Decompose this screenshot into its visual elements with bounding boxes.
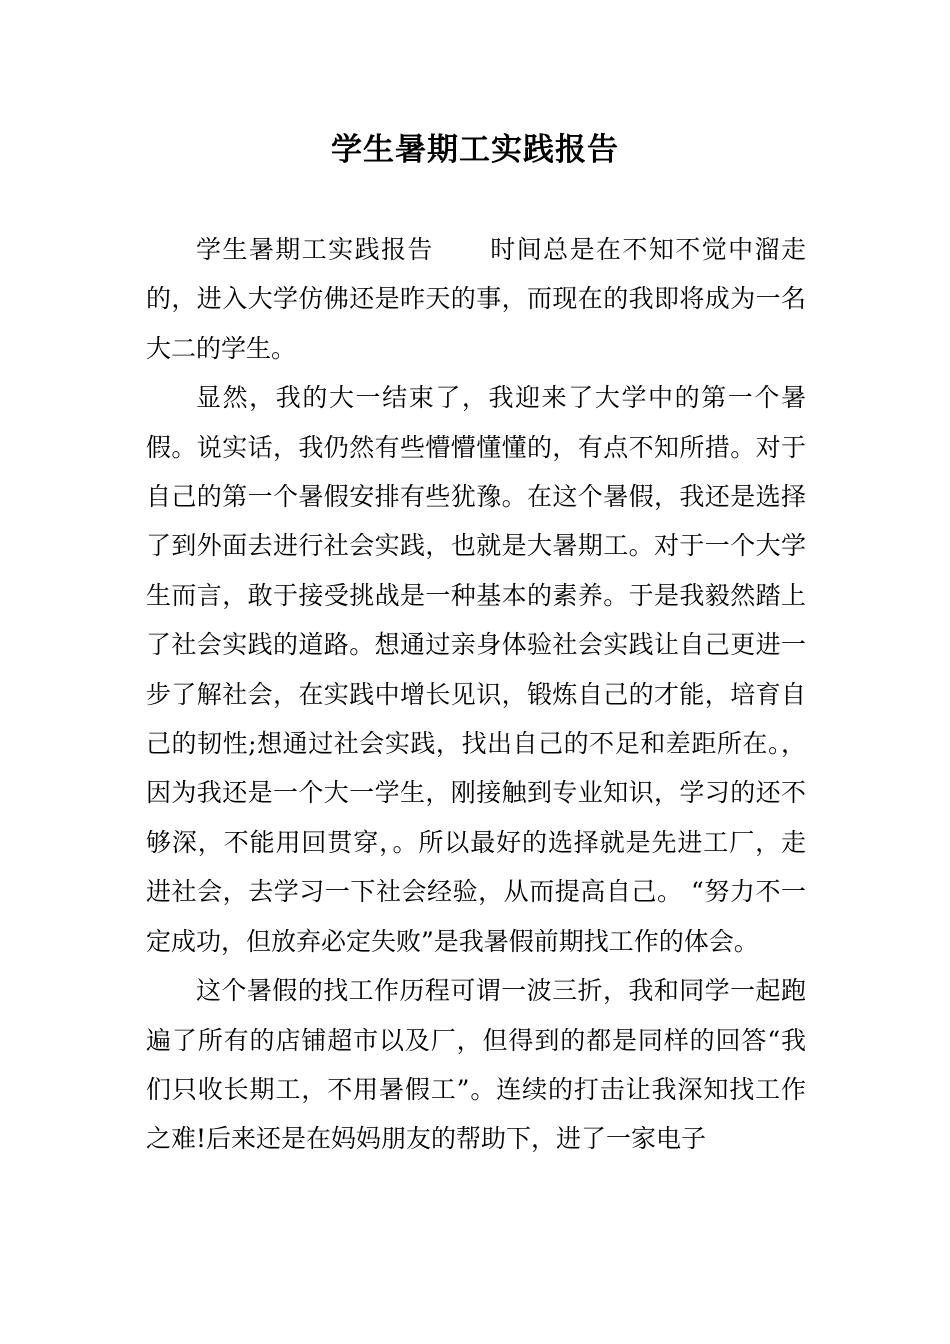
paragraph-2: 显然，我的大一结束了，我迎来了大学中的第一个暑假。说实话，我仍然有些懵懵懂懂的，有点不知所措。对于自己的第一个暑假安排有些犹豫。在这个暑假，我还是选择了到外面去进行社会实践，也就是大暑期工。对于一个大学生而言，敢于接受挑战是一种基本的素养。于是我毅然踏上了社会实践的道路。想通过亲身体验社会实践让自己更进一步了解社会，在实践中增长见识，锻炼自己的才能，培育自己的韧性;想通过社会实践，找出自己的不足和差距所在。，因为我还是一个大一学生，刚接触到专业知识，学习的还不够深，不能用回贯穿，。所以最好的选择就是先进工厂，走进社会，去学习一下社会经验，从而提高自己。 “努力不一定成功，但放弃必定失败”是我暑假前期找工作的体会。: [146, 383, 806, 956]
paragraph-1: [146, 225, 806, 373]
paragraph-text: 时间总是在不知不觉中溜走的，进入大学仿佛还是昨天的事，而现在的我即将成为一名大二的学生。: [146, 235, 806, 363]
paragraph-3: 这个暑假的找工作历程可谓一波三折，我和同学一起跑遍了所有的店铺超市以及厂，但得到的都是同样的回答“我们只收长期工，不用暑假工”。连续的打击让我深知找工作之难!后来还是在妈妈朋友的帮助下，进了一家电子: [146, 976, 806, 1154]
document-title: 学生暑期工实践报告: [331, 132, 619, 168]
document-body: [146, 225, 806, 1164]
paragraph-lead: 学生暑期工实践报告: [196, 235, 434, 264]
